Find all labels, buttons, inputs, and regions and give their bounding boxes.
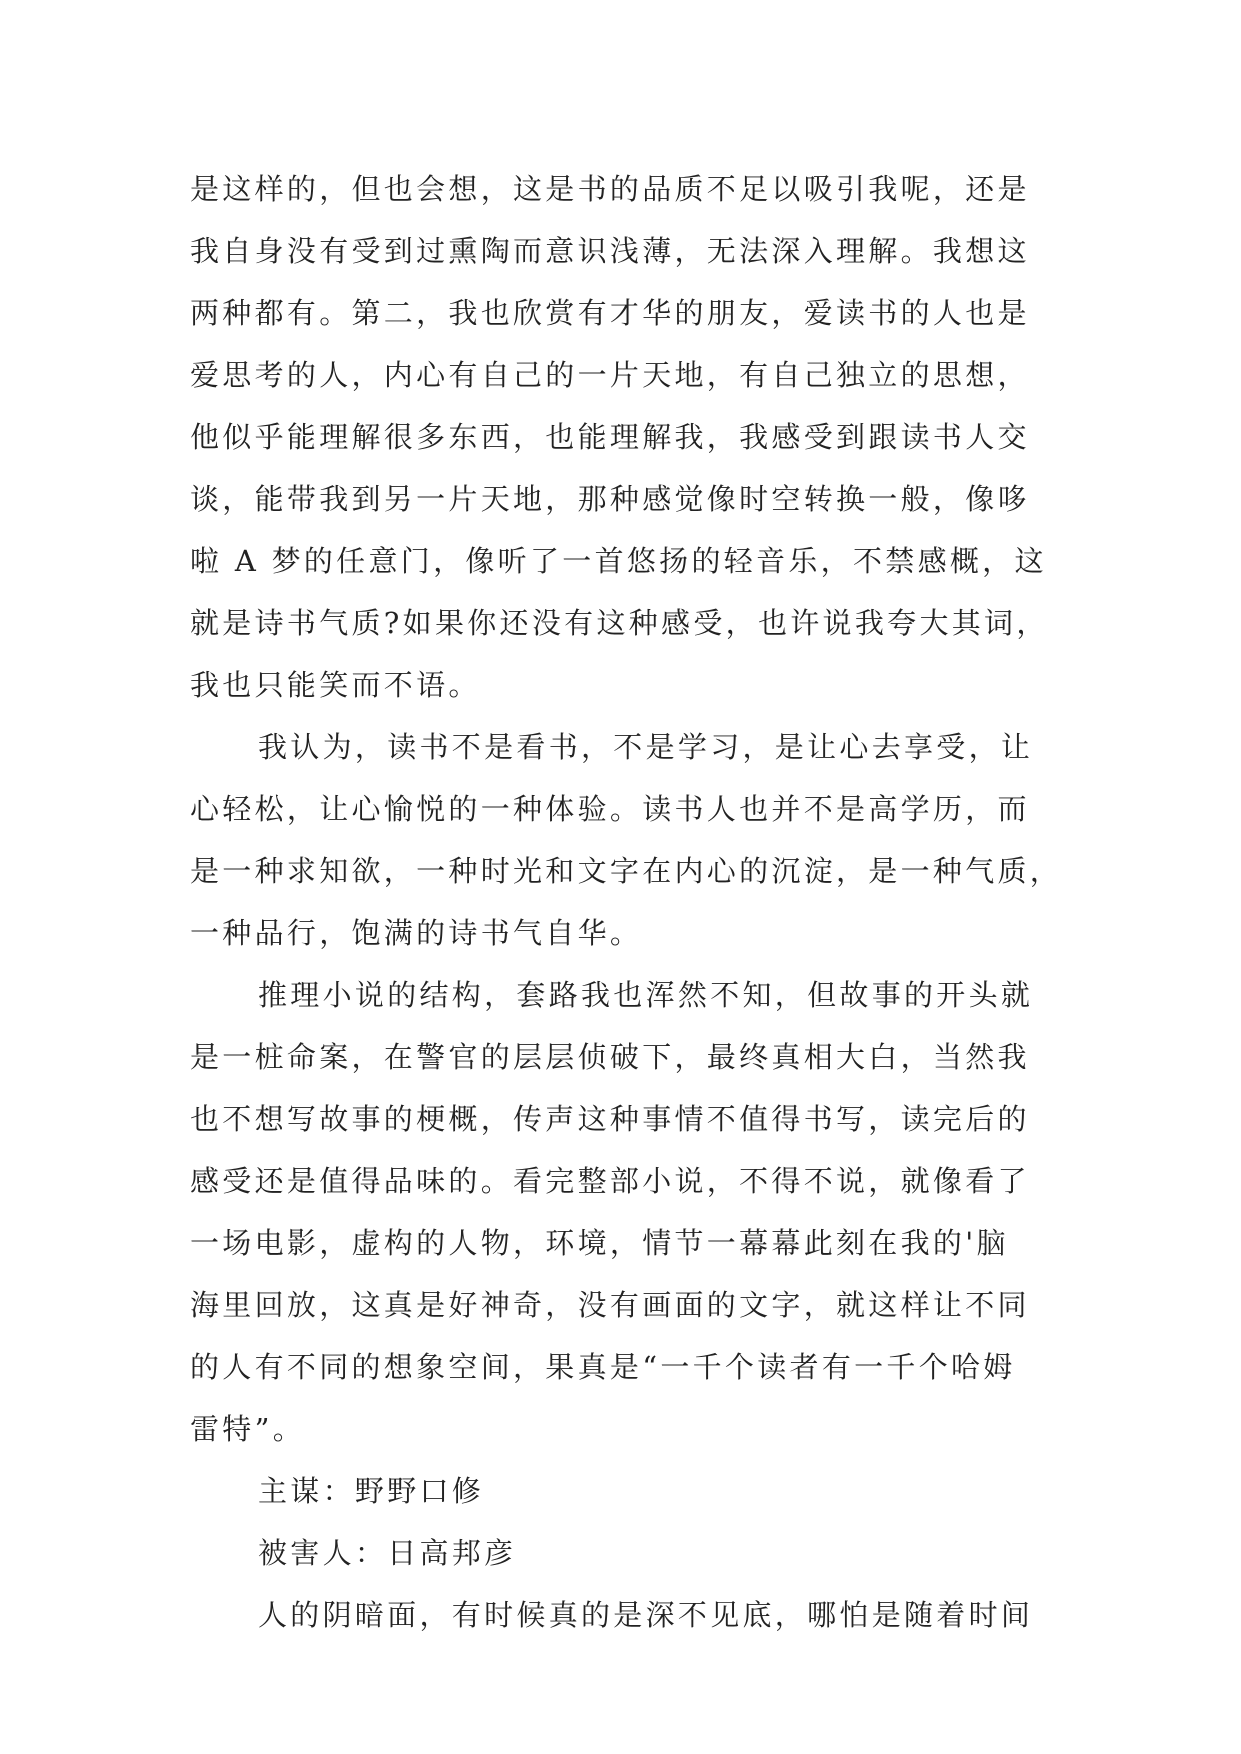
body-text (190, 158, 1070, 1646)
text-line: 雷特”。 (190, 1412, 306, 1446)
text-line: 我自身没有受到过熏陶而意识浅薄，无法深入理解。我想这 (190, 234, 1030, 268)
text-line: 两种都有。第二，我也欣赏有才华的朋友，爱读书的人也是 (190, 296, 1030, 330)
text-line: 啦 A 梦的任意门，像听了一首悠扬的轻音乐，不禁感概，这 (190, 544, 1047, 578)
text-line: 是这样的，但也会想，这是书的品质不足以吸引我呢，还是 (190, 172, 1030, 206)
text-line: 的人有不同的想象空间，果真是“一千个读者有一千个哈姆 (190, 1350, 1016, 1384)
mastermind-line: 主谋：野野口修 (258, 1474, 485, 1508)
paragraph-start-line: 推理小说的结构，套路我也浑然不知，但故事的开头就 (258, 978, 1034, 1012)
text-line: 海里回放，这真是好神奇，没有画面的文字，就这样让不同 (190, 1288, 1030, 1322)
text-line: 也不想写故事的梗概，传声这种事情不值得书写，读完后的 (190, 1102, 1030, 1136)
text-line: 是一桩命案，在警官的层层侦破下，最终真相大白，当然我 (190, 1040, 1030, 1074)
paragraph-start-line: 人的阴暗面，有时候真的是深不见底，哪怕是随着时间 (258, 1598, 1034, 1632)
text-line: 爱思考的人，内心有自己的一片天地，有自己独立的思想， (190, 358, 1030, 392)
text-line: 我也只能笑而不语。 (190, 668, 481, 702)
text-line: 心轻松，让心愉悦的一种体验。读书人也并不是高学历，而 (190, 792, 1030, 826)
text-line: 谈，能带我到另一片天地，那种感觉像时空转换一般，像哆 (190, 482, 1030, 516)
text-line: 他似乎能理解很多东西，也能理解我，我感受到跟读书人交 (190, 420, 1030, 454)
text-line: 就是诗书气质?如果你还没有这种感受，也许说我夸大其词， (190, 606, 1049, 640)
text-line: 一场电影，虚构的人物，环境，情节一幕幕此刻在我的'脑 (190, 1226, 1009, 1260)
paragraph-start-line: 我认为，读书不是看书，不是学习，是让心去享受，让 (258, 730, 1034, 764)
victim-line: 被害人：日高邦彦 (258, 1536, 517, 1570)
text-line: 一种品行，饱满的诗书气自华。 (190, 916, 643, 950)
text-line: 是一种求知欲，一种时光和文字在内心的沉淀，是一种气质， (190, 854, 1063, 888)
text-line: 感受还是值得品味的。看完整部小说，不得不说，就像看了 (190, 1164, 1030, 1198)
